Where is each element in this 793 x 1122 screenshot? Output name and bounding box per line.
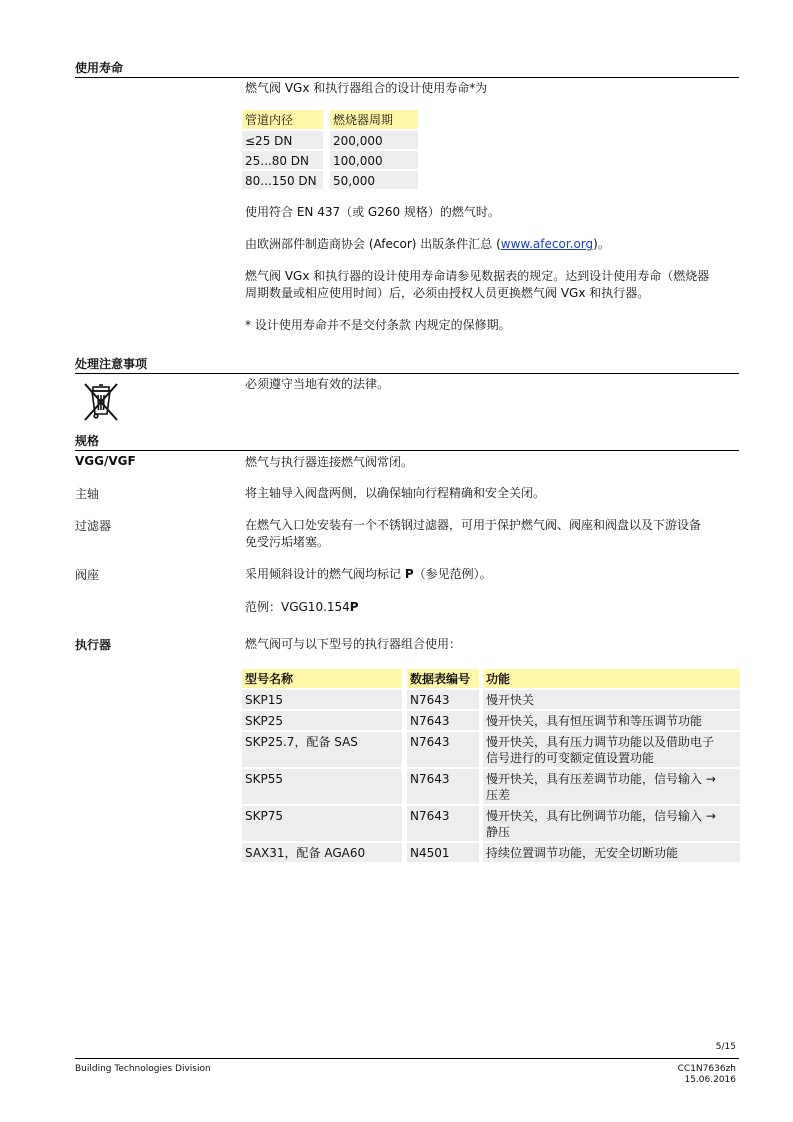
service-life-details-line-2: 周期数量或相应使用时间）后，必须由授权人员更换燃气阀 VGx 和执行器。 xyxy=(245,286,650,300)
section-divider xyxy=(75,373,739,374)
doc-id: CC1N7636zh xyxy=(677,1064,736,1074)
spec-text-filter xyxy=(245,517,740,551)
table-header-pipe-diameter: 管道内径 xyxy=(242,110,323,129)
spec-text-filter-line-1: 在燃气入口处安装有一个不锈钢过滤器，可用于保护燃气阀、阀座和阀盘以及下游设备 xyxy=(245,518,702,532)
table-cell: 100,000 xyxy=(330,151,418,169)
function-line: 信号进行的可变额定值设置功能 xyxy=(486,751,655,765)
table-row-datasheet: N7643 xyxy=(407,732,479,767)
function-line: 持续位置调节功能，无安全切断功能 xyxy=(486,846,679,860)
spec-text-vgg-vgf: 燃气与执行器连接燃气阀常闭。 xyxy=(245,455,414,469)
table-row-model: SKP15 xyxy=(242,690,402,709)
table-row-model: SKP55 xyxy=(242,769,402,804)
actuators-intro: 燃气阀可与以下型号的执行器组合使用： xyxy=(245,637,462,651)
service-life-details xyxy=(245,268,740,302)
table-cell: 50,000 xyxy=(330,171,418,189)
table-cell: 25...80 DN xyxy=(242,151,323,169)
doc-date: 15.06.2016 xyxy=(684,1075,736,1085)
table-row-model: SKP75 xyxy=(242,806,402,841)
table-row-datasheet: N7643 xyxy=(407,690,479,709)
table-header-function: 功能 xyxy=(483,669,740,688)
footer-division: Building Technologies Division xyxy=(75,1064,211,1074)
example-text-prefix: 范例：VGG10.154 xyxy=(245,600,350,614)
footer-doc-info xyxy=(678,1064,736,1086)
footer-divider xyxy=(75,1058,739,1059)
table-row-function xyxy=(483,690,740,709)
table-header-burner-cycles: 燃烧器周期 xyxy=(330,110,418,129)
afecor-text-suffix: )。 xyxy=(593,237,610,251)
table-row-model: SKP25.7，配备 SAS xyxy=(242,732,402,767)
table-cell: ≤25 DN xyxy=(242,131,323,149)
crossed-bin-icon xyxy=(80,380,122,422)
table-header-model: 型号名称 xyxy=(242,669,402,688)
table-row-model: SAX31，配备 AGA60 xyxy=(242,843,402,862)
actuators-label: 执行器 xyxy=(75,638,112,652)
warranty-note: * 设计使用寿命并不是交付条款 内规定的保修期。 xyxy=(245,318,511,332)
service-life-intro: 燃气阀 VGx 和执行器组合的设计使用寿命*为 xyxy=(245,81,488,95)
disposal-text: 必须遵守当地有效的法律。 xyxy=(245,377,390,391)
function-line: 慢开快关，具有比例调节功能，信号输入 → xyxy=(486,809,716,823)
function-line: 慢开快关，具有压差调节功能，信号输入 → xyxy=(486,772,716,786)
table-row-function xyxy=(483,843,740,862)
spec-text-spindle: 将主轴导入阀盘两侧，以确保轴向行程精确和安全关闭。 xyxy=(245,486,546,500)
spec-text-filter-line-2: 免受污垢堵塞。 xyxy=(245,535,330,549)
function-line: 静压 xyxy=(486,825,511,839)
table-row-datasheet: N7643 xyxy=(407,711,479,730)
table-header-datasheet: 数据表编号 xyxy=(407,669,479,688)
section-title-service-life: 使用寿命 xyxy=(75,61,124,75)
table-row-function xyxy=(483,806,740,841)
table-row-function xyxy=(483,711,740,730)
table-cell: 200,000 xyxy=(330,131,418,149)
table-row-function xyxy=(483,732,740,767)
section-divider xyxy=(75,450,739,451)
section-divider xyxy=(75,77,739,78)
spec-label-vgg-vgf: VGG/VGF xyxy=(75,454,136,468)
table-cell: 80...150 DN xyxy=(242,171,323,189)
table-row-function xyxy=(483,769,740,804)
function-line: 慢开快关，具有恒压调节和等压调节功能 xyxy=(486,714,703,728)
valve-seat-text-prefix: 采用倾斜设计的燃气阀均标记 xyxy=(245,567,405,581)
section-title-disposal: 处理注意事项 xyxy=(75,357,148,371)
valve-seat-text-suffix: （参见范例）。 xyxy=(413,567,492,581)
table-row-datasheet: N7643 xyxy=(407,769,479,804)
service-life-details-line-1: 燃气阀 VGx 和执行器的设计使用寿命请参见数据表的规定。达到设计使用寿命（燃烧器 xyxy=(245,269,710,283)
function-line: 慢开快关 xyxy=(486,693,535,707)
afecor-text xyxy=(245,236,740,253)
spec-text-valve-seat xyxy=(245,566,740,583)
example-marker: P xyxy=(349,600,359,614)
afecor-link[interactable]: www.afecor.org xyxy=(500,237,594,251)
section-title-specs: 规格 xyxy=(75,434,100,448)
spec-label-spindle: 主轴 xyxy=(75,487,100,501)
spec-label-valve-seat: 阀座 xyxy=(75,568,100,582)
example-text xyxy=(245,599,740,616)
function-line: 压差 xyxy=(486,788,511,802)
page-number: 5/15 xyxy=(715,1042,736,1052)
table-row-model: SKP25 xyxy=(242,711,402,730)
afecor-text-prefix: 由欧洲部件制造商协会 (Afecor) 出版条件汇总 ( xyxy=(245,237,501,251)
gas-condition-text: 使用符合 EN 437（或 G260 规格）的燃气时。 xyxy=(245,205,500,219)
table-row-datasheet: N4501 xyxy=(407,843,479,862)
valve-seat-marker: P xyxy=(404,567,414,581)
spec-label-filter: 过滤器 xyxy=(75,519,112,533)
table-row-datasheet: N7643 xyxy=(407,806,479,841)
function-line: 慢开快关，具有压力调节功能以及借助电子 xyxy=(486,735,715,749)
